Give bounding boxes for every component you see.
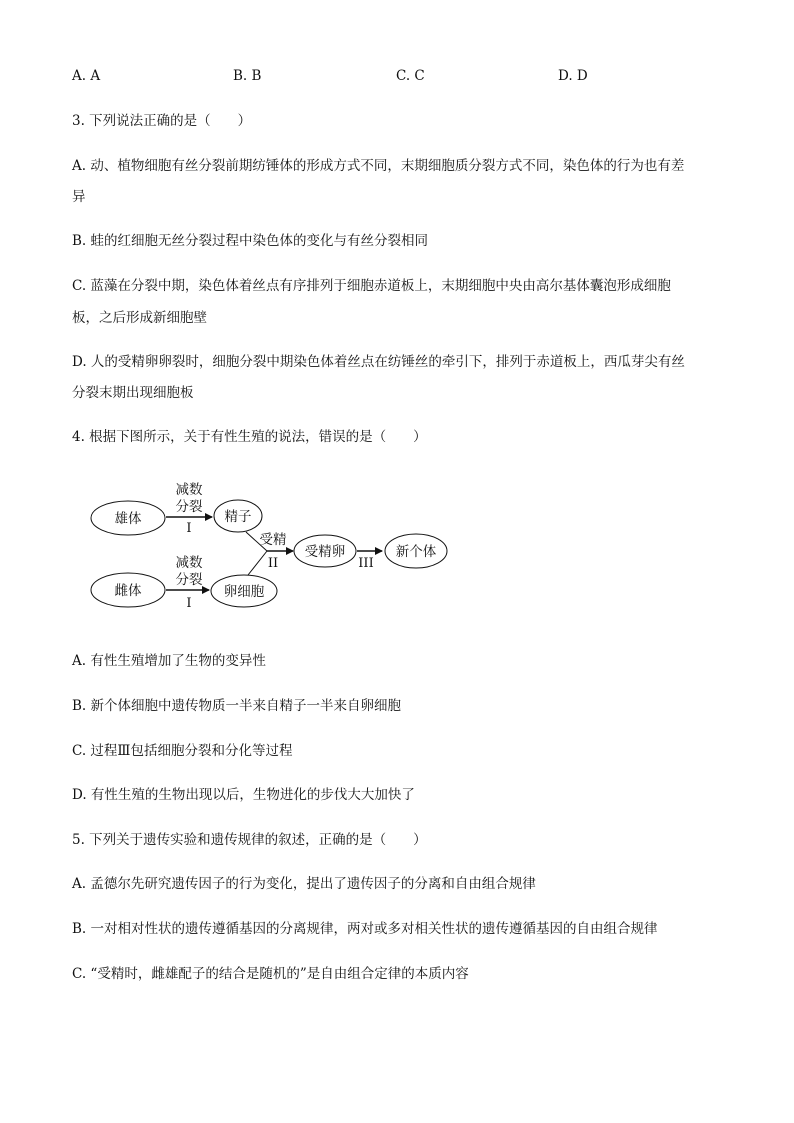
egg-label: 卵细胞: [223, 584, 265, 600]
stage-i-bottom: I: [186, 596, 192, 611]
q4-option-d: D. 有性生殖的生物出现以后，生物进化的步伐大大加快了: [72, 787, 415, 803]
q5-stem: 5. 下列关于遗传实验和遗传规律的叙述，正确的是（ ）: [72, 832, 427, 848]
q3-option-c-line1: C. 蓝藻在分裂中期，染色体着丝点有序排列于细胞赤道板上，末期细胞中央由高尔基体囊泡形成细胞: [72, 278, 671, 294]
q5-option-a: A. 孟德尔先研究遗传因子的行为变化，提出了遗传因子的分离和自由组合规律: [72, 876, 536, 892]
q3-stem: 3. 下列说法正确的是（ ）: [72, 113, 252, 129]
stage-ii: II: [267, 556, 279, 571]
sperm-label: 精子: [224, 509, 252, 525]
stage-iii: III: [358, 556, 374, 571]
q4-option-a: A. 有性生殖增加了生物的变异性: [72, 653, 266, 669]
egg-to-fertilization-line: [248, 551, 267, 575]
q3-option-c-line2: 板，之后形成新细胞壁: [72, 310, 207, 326]
q3-option-b: B. 蛙的红细胞无丝分裂过程中染色体的变化与有丝分裂相同: [72, 233, 429, 249]
q4-option-c: C. 过程Ⅲ包括细胞分裂和分化等过程: [72, 743, 293, 759]
stage-i-top: I: [186, 521, 192, 536]
sexual-reproduction-diagram: [80, 474, 460, 614]
q3-option-d-line1: D. 人的受精卵卵裂时，细胞分裂中期染色体着丝点在纺锤丝的牵引下，排列于赤道板上，西瓜芽尖有丝: [72, 354, 685, 370]
q4-stem: 4. 根据下图所示，关于有性生殖的说法，错误的是（ ）: [72, 429, 427, 445]
q2-option-c: C. C: [396, 68, 425, 84]
meiosis-label-top-2: 分裂: [175, 499, 203, 515]
q5-option-b: B. 一对相对性状的遗传遵循基因的分离规律，两对或多对相关性状的遗传遵循基因的自由组合规律: [72, 921, 658, 937]
new-individual-label: 新个体: [395, 544, 437, 560]
q3-option-a-line2: 异: [72, 189, 86, 205]
fertilization-label: 受精: [259, 532, 287, 548]
q4-option-b: B. 新个体细胞中遗传物质一半来自精子一半来自卵细胞: [72, 698, 402, 714]
q2-option-d: D. D: [558, 68, 588, 84]
q3-option-a-line1: A. 动、植物细胞有丝分裂前期纺锤体的形成方式不同，末期细胞质分裂方式不同，染色体的行为也有差: [72, 158, 685, 174]
q2-option-b: B. B: [233, 68, 262, 84]
q5-option-c: C. “受精时，雌雄配子的结合是随机的”是自由组合定律的本质内容: [72, 966, 469, 982]
meiosis-label-bottom-2: 分裂: [175, 572, 203, 588]
male-label: 雄体: [114, 511, 142, 527]
q3-option-d-line2: 分裂末期出现细胞板: [72, 385, 194, 401]
meiosis-label-top-1: 减数: [175, 482, 203, 498]
female-label: 雌体: [114, 583, 142, 599]
q2-option-a: A. A: [72, 68, 101, 84]
zygote-label: 受精卵: [304, 544, 346, 560]
meiosis-label-bottom-1: 减数: [175, 555, 203, 571]
